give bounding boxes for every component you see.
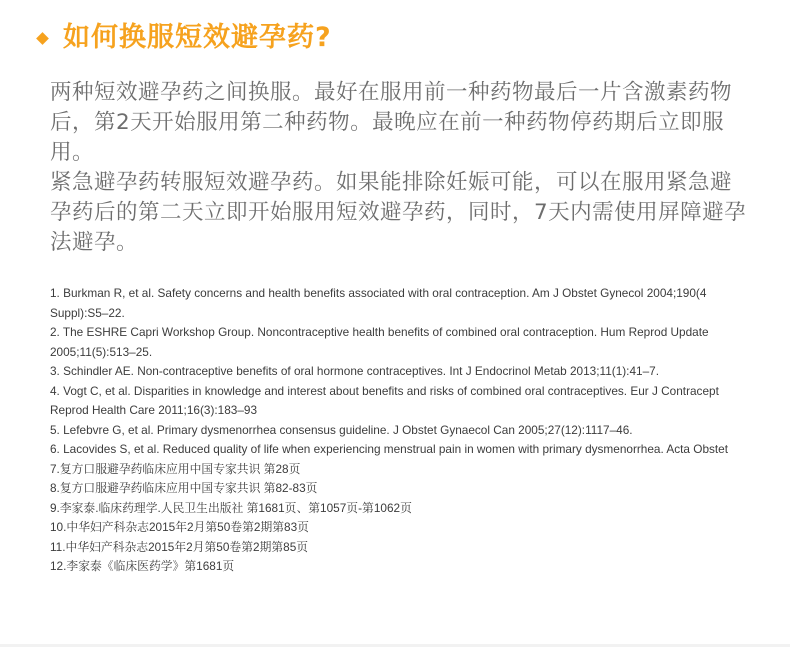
body-paragraph-emergency-switch: 紧急避孕药转服短效避孕药。如果能排除妊娠可能，可以在服用紧急避孕药后的第二天立即开始服用短效避孕药，同时，7天内需使用屏障避孕法避孕。 [50,170,747,255]
section-heading [38,14,332,62]
reference-item: 3. Schindler AE. Non-contraceptive benefits of oral hormone contraceptives. Int J Endocrinol Metab 2013;11(1):41–7. [50,364,659,378]
body-text [50,78,750,258]
reference-item: 10.中华妇产科杂志2015年2月第50卷第2期第83页 [50,520,309,534]
body-paragraph-switch-pills: 两种短效避孕药之间换服。最好在服用前一种药物最后一片含激素药物后，第2天开始服用第二种药物。最晚应在前一种药物停药期后立即服用。 [50,80,733,165]
reference-item: 9.李家泰.临床药理学.人民卫生出版社 第1681页、第1057页-第1062页 [50,500,412,515]
reference-item: 6. Lacovides S, et al. Reduced quality of life when experiencing menstrual pain in women with primary dysmenorrhea. Acta Obstet [50,442,729,456]
reference-item: 12.李家泰《临床医药学》第1681页 [50,559,235,573]
reference-item: 7.复方口服避孕药临床应用中国专家共识 第28页 [50,461,301,476]
reference-item: 2. The ESHRE Capri Workshop Group. Noncontraceptive health benefits of combined oral contraception. Hum Reprod Update 2005;11(5):513–25. [50,325,709,359]
reference-list [50,284,750,577]
reference-item: 11.中华妇产科杂志2015年2月第50卷第2期第85页 [50,539,309,554]
diamond-bullet-icon [36,32,49,45]
reference-item: 4. Vogt C, et al. Disparities in knowledge and interest about benefits and risks of combined oral contraceptives. Eur J Contracept Reprod Health Care 2011;16(3):183–93 [50,383,719,417]
heading-title: 如何换服短效避孕药? [63,22,332,53]
reference-item: 5. Lefebvre G, et al. Primary dysmenorrhea consensus guideline. J Obstet Gynaecol Can 2005;27(12):1117–46. [50,422,633,437]
reference-item: 1. Burkman R, et al. Safety concerns and health benefits associated with oral contraception. Am J Obstet Gynecol 2004;190(4 Suppl):S5–22. [50,286,707,320]
reference-item: 8.复方口服避孕药临床应用中国专家共识 第82-83页 [50,481,318,495]
